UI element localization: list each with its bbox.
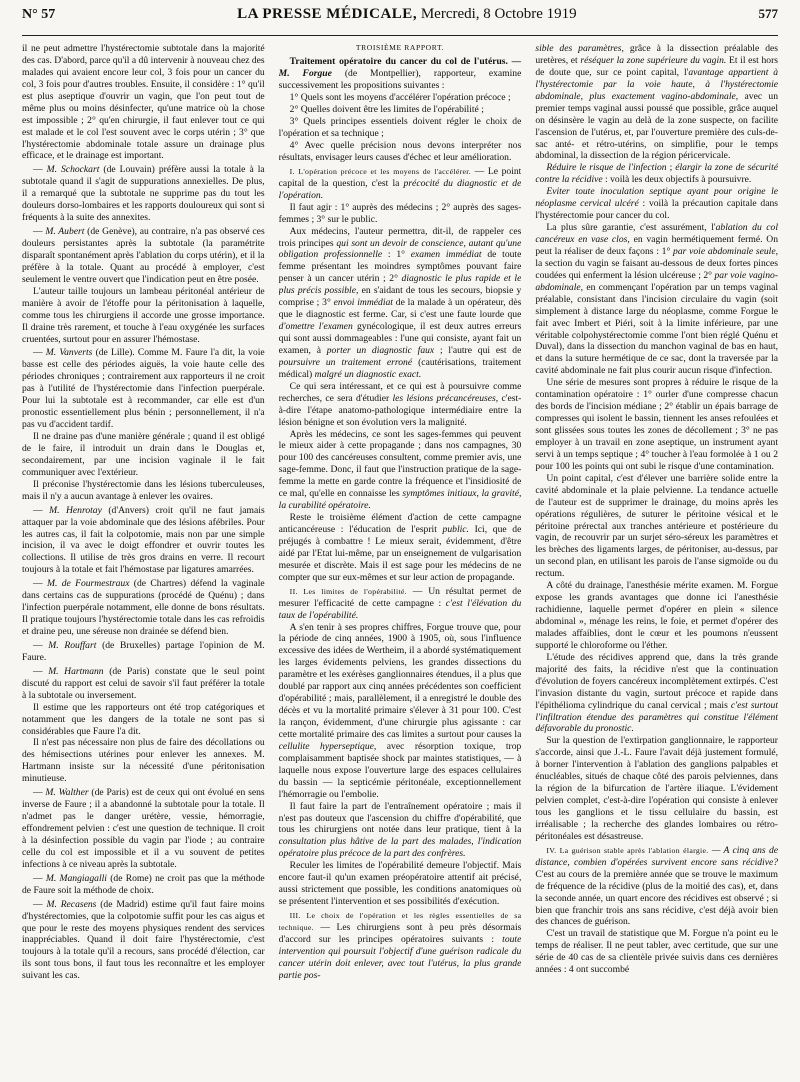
paragraph: Sur la question de l'extirpation ganglionnaire, le rapporteur s'accorde, ainsi que J.-L. Faure l'avait déjà justement formulé, à borner l'intervention à l'ablation des ganglions palpables et énucléables, situés de chaque côté des parois pelviennes, dans la région de la bifurcation de l'artère iliaque. L'évidement pelvien complet, c'est-à-dire l'opération qui consiste à enlever tous les ganglions et le tissu cellulaire du bassin, est irréalisable ; la recherche des glandes lombaires ou rétro-péritonéales est désastreuse. <box>535 735 778 842</box>
emphasis: porter un diagnostic faux <box>326 344 435 356</box>
text: Ici, que de préjugés à combattre ! Le mieux serait, évidemment, d'être aidé par l'Etat lui-même, par un enseignement de vulgarisation mesurée et discrète. Mais il est sage pour les médecins de ne compter que sur eux-mêmes et sur leur action de propagande. <box>278 524 522 583</box>
emphasis: — A cinq ans de distance, combien d'opérées survivent encore sans récidive? <box>535 844 778 868</box>
paragraph-text: (de Bruxelles) partage l'opinion de M. Faure. <box>22 639 265 663</box>
paragraph-rouffart: — M. Rouffart (de Bruxelles) partage l'opinion de M. Faure. <box>22 639 265 663</box>
text: Il faut faire la part de l'entraînement opératoire ; mais il n'est pas douteux que l'ascension du chiffre d'opérabilité, que tous les chirurgiens ont notée dans leur pratique, tient à la <box>278 800 522 836</box>
paragraph-text: (de Paris) est de ceux qui ont évolué en sens inverse de Faure ; il a abandonné la subtotale pour la totale. Il n'admet pas le danger urétère, vessie, hémorragie, effondrement pelvien : c'est une question de technique. Il croit à la désinfection possible du vagin par l'iode ; au contraire celle du col est impossible et il a vu souvent de petites infections à ce niveau après la subtotale. <box>22 787 265 870</box>
paragraph: Un point capital, c'est d'élever une barrière solide entre la cavité abdominale et la plaie pelvienne. La tendance actuelle de l'auteur est de supprimer le drainage, du moins après les opérations régulières, de suturer le péritoine vésical et le péritoine prérectal aux tranches antérieure et postérieure du vagin, de recouvrir par un surjet séro-séreux les paramètres et les brèches des ligaments larges, de péritoniser, au-dessus, par un second plan, en utilisant les parois de l'anse sigmoïde ou du rectum. <box>535 472 778 580</box>
text: , en commençant l'opération par un temps vaginal préalable, consistant dans l'incision circulaire du vagin (soit simplement à distance large du néoplasme, comme Forgue le fait avec Imbert et Piéri, soit à la limite inférieure, par une véritable colpohystérectomie comme l'ont bien réglé Quénu et Duval), dans la dissection du manchon vaginal de bas en haut, et dans la suture hermétique de ce sac, dont la traversée par la cavité abdominale ne fait plus courir aucun risque d'infection. <box>535 281 778 377</box>
paragraph <box>279 429 522 513</box>
text: , grâce à la dissection préalable des uretères, et <box>535 43 778 66</box>
paragraph <box>279 226 522 381</box>
emphasis: public. <box>442 524 469 536</box>
emphasis: poursuivre un traitement erroné <box>278 356 413 368</box>
report-title: Traitement opératoire du cancer du col de l'utérus. <box>289 56 508 68</box>
paragraph-fourmestraux: — M. de Fourmestraux (de Chartres) défend la vaginale dans certains cas de suppurations (procédé de Quénu) ; dans l'infection puerpérale notamment, elle donne de bons résultats. Il pratique toujours l'hystérectomie totale dans les cas refroidis et draine peu, une séreuse non drainée se défend bien. <box>22 578 265 637</box>
section-2 <box>279 586 522 622</box>
text: La plus sûre garantie, c'est assurément, l' <box>546 222 716 234</box>
emphasis: malgré un diagnostic exact. <box>314 368 422 380</box>
section-1 <box>279 166 522 202</box>
text: gynécologique, il est deux autres erreurs qui sont aussi dommageables : l'une qui consiste, ayant fait un examen, à <box>278 321 522 356</box>
text: Après les médecins, ce sont les sages-femmes qui peuvent le mieux aider à cette propagande ; dans nos campagnes, 30 pour 100 des cancéreuses consultent, comme premier avis, une sage-femme. Donc, il faut que l'instruction pratique de la sage-femme la mette en garde contre la fréquence et l'insidiosité de ce mal, qu'elle en connaisse les <box>278 428 522 500</box>
paragraph-mangiagalli: — M. Mangiagalli (de Rome) ne croit pas que la méthode de Faure soit la méthode de choix. <box>22 872 265 896</box>
paragraph <box>535 222 778 377</box>
text: Et il est hors de doute que, sur ce point capital, l' <box>535 54 778 78</box>
paragraph-henrotay: — M. Henrotay (d'Anvers) croit qu'il ne faut jamais attaquer par la voie abdominale que des lésions afébriles. Pour les autres cas, il fait la colpotomie, mais non par une simple incision, il va avec le doigt effondrer et ouvrir toutes les collections. Il utilise de très gros drains en verre. Il recourt toujours à la totale et fait l'hémostase par ligatures amarrées. <box>22 504 265 576</box>
paragraph-aubert: — M. Aubert (de Genève), au contraire, n'a pas observé ces douleurs persistantes après la subtotale (la paramétrite disparaît spontanément après l'ablation du corps utérin), et il la préfère à la totale. Quant au procédé à employer, c'est seulement le ventre ouvert que l'indication peut en être posée. <box>22 226 265 285</box>
text: — Les chirurgiens sont à peu près désormais d'accord sur les principes opératoires suivants : <box>278 921 522 945</box>
text: A s'en tenir à ses propres chiffres, Forgue trouve que, pour la période de cinq années, 1900 à 1905, où, sous l'influence excessive des idées de Wertheim, il a abordé systématiquement les larges évidements pelviens, les grandes dissections du paramètre et les exérèses ganglionnaires étendues, il a plus que doublé par rapport aux cinq années précédentes son coefficient d'opérabilité ; mais, parallèlement, il a enregistré le double des décès et vu la mortalité primaire s'élever à 31 pour 100. C'est la rançon, évidemment, d'une chirurgie plus agissante : car cette mortalité primaire des cas limites a surtout pour causes la <box>278 621 522 740</box>
paragraph <box>535 43 778 162</box>
author-name: M. Mangiagalli <box>45 872 107 884</box>
question-item: 1° Quels sont les moyens d'accélérer l'opération précoce ; <box>289 92 511 104</box>
column-1 <box>22 43 265 1073</box>
paragraph <box>535 186 778 222</box>
columns <box>22 43 778 1073</box>
question-item: 3° Quels principes essentiels doivent régler le choix de l'opération et sa technique ; <box>278 116 522 140</box>
text: : voilà les deux objectifs à poursuivre. <box>602 174 752 186</box>
section-heading: TROISIÈME RAPPORT. <box>355 43 445 52</box>
paragraph <box>279 512 522 584</box>
emphasis: Réduire le risque de l'infection <box>546 162 667 174</box>
paragraph: Il n'est pas nécessaire non plus de faire des décollations ou des hémisections utérines pour enlever les annexes. M. Hartmann insiste sur la nécessité d'une péritonisation minutieuse. <box>22 737 265 785</box>
emphasis: envoi immédiat <box>333 297 393 309</box>
paragraph-vanverts: — M. Vanverts (de Lille). Comme M. Faure l'a dit, la voie basse est celle des périodes aiguës, la voie haute celle des périodes chroniques ; contrairement aux rapporteurs il ne croit pas à l'utilité de l'hystérectomie dans l'infection puerpérale. Pour lui la subtotale est à recommander, car elle est d'un pronostic essentiellement plus bénin ; personnellement, il n'a pas vu d'accident tardif. <box>22 347 265 431</box>
paragraph: Il faut agir : 1° auprès des médecins ; 2° auprès des sages-femmes ; 3° sur le public. <box>278 201 522 225</box>
journal-title: LA PRESSE MÉDICALE, <box>237 6 418 22</box>
paragraph-text: — Le point capital de la question, c'est la <box>278 165 522 189</box>
paragraph-text: (de Louvain) préfère aussi la totale à la subtotale quand il s'agit de suppurations annexielles. De plus, il a remarqué que la subtotale ne supprime pas du tout les douleurs dorso-lombaires et les rapports douloureux qui sont si fréquents à la suite des annexites. <box>22 164 265 224</box>
question-item: 2° Quelles doivent être les limites de l'opérabilité ; <box>289 104 484 116</box>
emphasis: consultation plus hâtive de la part des malades, l'indication opératoire plus précoce de la part des confrères. <box>278 836 522 860</box>
author-name: M. Henrotay <box>49 504 102 516</box>
text: Ce qui sera intéressant, et ce qui est à poursuivre comme recherches, ce sera d'étudier <box>278 380 522 404</box>
author-name: M. Walther <box>45 787 89 799</box>
subsection-heading: III. Le choix de l'opération et les règles essentielles de sa technique. <box>278 911 522 932</box>
text: de la malade à un opérateur, dès que le diagnostic est ferme. Car, si c'est une faute lourde que <box>278 297 522 321</box>
masthead <box>237 6 577 23</box>
emphasis: par voie abdominale seule <box>673 245 776 257</box>
text: Reste le troisième élément d'action de cette campagne anticancéreuse : l'éducation de l'esprit <box>278 512 522 536</box>
paragraph-text: (d'Anvers) croit qu'il ne faut jamais attaquer par la voie abdominale que des lésions afébriles. Pour les autres cas, il fait la colpotomie, mais non par une simple incision, il va avec le doigt effondrer et ouvrir toutes les collections. Il utilise de très gros drains en verre. Il recourt toujours à la totale et fait l'hémostase par ligatures amarrées. <box>22 504 265 576</box>
text: ; l'autre qui est de <box>434 344 522 356</box>
paragraph-recasens: — M. Recasens (de Madrid) estime qu'il faut faire moins d'hystérectomies, que la colpotomie suffit pour les cas aigus et que pour le reste des moyens physiques rendent des services inappréciables. Quand il doit faire l'hystérectomie, c'est toujours à la totale qu'il a recours, sans procédé d'élection, car ils sont tous bons, il faut tous les reconnaître et les employer suivant les cas. <box>22 898 265 982</box>
section-4 <box>535 845 778 929</box>
emphasis: élargir la zone de sécurité contre la récidive <box>535 162 778 186</box>
rapporteur-name-text: — M. Forgue <box>278 56 522 80</box>
emphasis: ablation du col cancéreux en vase clos <box>535 222 778 245</box>
emphasis: d'omettre l'examen <box>278 321 353 333</box>
author-name: M. Vanverts <box>45 347 93 359</box>
section-3 <box>279 910 522 982</box>
paragraph <box>279 801 522 861</box>
text: — Un résultat permet de mesurer l'efficacité de cette campagne : <box>278 585 522 609</box>
subsection-heading: IV. La guérison stable après l'ablation élargie. <box>546 845 709 855</box>
paragraph: Une série de mesures sont propres à réduire le risque de la contamination opératoire : 1° ourler d'une compresse chacun des bords de l'incision médiane ; 2° établir un épais barrage de compresses qui isolent le bassin, tiennent les anses refoulées et sont glissées sous toutes les zones de décollement ; 3° ne pas employer à un travail en zone aseptique, un instrument ayant servi à un temps septique ; 4° toucher à l'eau formolée à 1 ou 2 pour 100 les points qui ont subi le risque d'une contamination. <box>535 377 778 472</box>
report-title-paragraph <box>279 56 522 92</box>
paragraph: Il préconise l'hystérectomie dans les lésions tuberculeuses, mais il n'y a aucun avantage à enlever les ovaires. <box>22 478 265 502</box>
column-2 <box>279 43 522 1073</box>
text: Aux médecins, l'auteur permettra, dit-il, de rappeler ces trois principes <box>278 225 522 249</box>
emphasis: réséquer la zone supérieure du vagin. <box>580 54 727 66</box>
emphasis: Eviter toute inoculation septique ayant pour origine le néoplasme cervical ulcéré <box>535 186 778 210</box>
paragraph <box>535 652 778 736</box>
author-name: M. de Fourmestraux <box>46 578 130 590</box>
author-name: M. Aubert <box>45 226 85 238</box>
text: L'étude des récidives apprend que, dans la très grande majorité des faits, la récidive n'est que la continuation d'évolution de foyers cancéreux incomplètement extirpés. C'est l'invasion distante du vagin, surtout précoce et rapide dans l'épithélioma cylindrique du canal cervical ; mais <box>535 651 778 711</box>
paragraph-text: (de Paris) constate que le seul point discuté du rapport est celui de savoir s'il faut préférer la totale à la subtotale ou inversement. <box>22 665 265 701</box>
emphasis: diagnostic le plus rapide et le plus précis possible <box>278 273 522 297</box>
subsection-heading: II. Les limites de l'opérabilité. <box>289 586 407 596</box>
text: : 1° <box>382 249 411 261</box>
emphasis: cellulite hyperseptique <box>278 740 374 752</box>
emphasis: symptômes initiaux, la gravité, la curabilité opératoire. <box>278 488 522 512</box>
text: , la section du vagin se faisant au-dessous de deux fortes pinces coudées qui enferment la lésion ulcéreuse ; 2° <box>535 245 778 281</box>
paragraph-schockart: — M. Schockart (de Louvain) préfère aussi la totale à la subtotale quand il s'agit de suppurations annexielles. De plus, il a remarqué que la subtotale ne supprime pas du tout les douleurs dorso-lombaires et les rapports douloureux qui sont si fréquents à la suite des annexites. <box>22 164 265 224</box>
paragraph-walther: — M. Walther (de Paris) est de ceux qui ont évolué en sens inverse de Faure ; il a abandonné la subtotale pour la totale. Il n'admet pas le danger urétère, vessie, hémorragie, effondrement pelvien : c'est une question de technique. Il croit à la désinfection possible du vagin par l'iode ; au contraire celle du col est impossible et il a vu souvent de petites infections à ce niveau après la subtotale. <box>22 787 265 870</box>
paragraph-text: (de Montpellier), rapporteur, examine successivement les propositions suivantes : <box>278 68 522 92</box>
paragraph-text: (de Lille). Comme M. Faure l'a dit, la voie basse est celle des périodes aiguës, la voie haute celle des périodes chroniques ; contrairement aux rapporteurs il ne croit pas à l'utilité de l'hystérectomie dans l'infection puerpérale. Pour lui la subtotale est à recommander, car elle est d'un pronostic essentiellement plus bénin ; personnellement, il n'a pas vu d'accident tardif. <box>22 347 265 431</box>
text: de toute femme présentant les moindres symptômes pouvant faire penser à un cancer utérin ; 2° <box>278 249 522 285</box>
paragraph-hartmann: — M. Hartmann (de Paris) constate que le seul point discuté du rapport est celui de savoir s'il faut préférer la totale à la subtotale ou inversement. <box>22 665 265 701</box>
emphasis: les lésions précancéreuses <box>392 392 496 404</box>
text: : voilà la précaution capitale dans l'hystérectomie pour cancer du col. <box>535 198 778 222</box>
text: (cautérisations, traitement médical) <box>278 356 522 380</box>
subsection-heading: I. L'opération précoce et les moyens de l'accélérer. <box>289 166 472 176</box>
issue-date: Mercredi, 8 Octobre 1919 <box>417 6 577 22</box>
page-header <box>22 6 778 36</box>
emphasis: qui sont un devoir de conscience, autant qu'une obligation professionnelle <box>278 237 522 261</box>
text: , en s'aidant de tous les secours, biopsie y comprise ; 3° <box>278 285 522 309</box>
text: , avec résorption toxique, trop complaisamment baptisée shock par maintes statistiques, — à laquelle nous expose l'ouverture large des espaces cellulaires du bassin — la septicémie péritonéale, exceptionnellement l'hémorragie ou l'embolie. <box>278 740 522 800</box>
author-name: M. Rouffart <box>48 639 97 651</box>
paragraph: C'est un travail de statistique que M. Forgue n'a point eu le temps de réaliser. Il ne peut tabler, avec certitude, que sur une série de 40 cas de sa clientèle privée suivis dans ces dernières années : 4 ont succombé <box>535 928 778 976</box>
paragraph: Reculer les limites de l'opérabilité demeure l'objectif. Mais encore faut-il qu'un examen préopératoire attentif ait précisé, aussi strictement que possible, les conditions anatomiques où se présentent l'intervention et ses possibilités d'exécution. <box>278 860 522 908</box>
text: , en vagin hermétiquement fermé. On peut la réaliser de deux façons : 1° <box>535 234 778 257</box>
emphasis: c'est l'élévation du taux de l'opérabilité. <box>278 597 522 621</box>
emphasis: examen immédiat <box>410 249 482 261</box>
emphasis: avantage appartient à l'hystérectomie par la voie haute, à l'hystérectomie abdominale, plus exactement vagino-abdominale <box>535 66 778 102</box>
paragraph <box>279 622 522 801</box>
column-3 <box>535 43 778 1073</box>
issue-number: N° 57 <box>22 7 56 22</box>
paragraph <box>535 162 778 186</box>
text: ; <box>666 162 676 174</box>
paragraph-text: (de Rome) ne croit pas que la méthode de Faure soit la méthode de choix. <box>22 872 265 896</box>
author-name: M. Hartmann <box>48 665 104 677</box>
paragraph: Il ne draine pas d'une manière générale ; quand il est obligé de le faire, il introduit un drain dans le Douglas et, secondairement, par une incision vaginale il le fait communiquer avec l'extérieur. <box>22 431 265 478</box>
paragraph: L'auteur taille toujours un lambeau péritonéal antérieur de manière à avoir de l'étoffe pour la péritonisation à laquelle, comme tous les chirurgiens il accorde une grosse importance. Il draine très rarement, et touche à l'eau oxygénée les surfaces cruentées, surtout pour en assurer l'hémostase. <box>22 285 265 345</box>
author-name: M. Schockart <box>46 164 100 176</box>
paragraph: A côté du drainage, l'anesthésie mérite examen. M. Forgue expose les grands avantages que donne ici l'anesthésie rachidienne, laquelle permet d'opérer en plein « silence abdominal », ménage les reins, le foie, et permet d'opérer des malades affaiblies, dont le cœur et les poumons n'eussent supporté le chloroforme ou l'éther. <box>535 580 778 651</box>
page-number: 577 <box>758 6 778 21</box>
paragraph: il ne peut admettre l'hystérectomie subtotale dans la majorité des cas. D'abord, parce qu'il a dû intervenir à nouveau chez des malades qui avaient encore leur col, 3 fois pour un cancer du col, 3 fois pour d'autres troubles. Ensuite, il considère : 1° qu'il est plus aseptique d'ouvrir un vagin, que l'on peut tout de même plus ou moins désinfecter, qu'une matrice où la chose est impossible ; 2° qu'en chirurgie, il faut enlever tout ce qui est malade et le col l'est souvent avec le corps utérin ; 3° que l'hystérectomie abdominale totale assure un drainage plus efficace, et le drainage est important. <box>22 43 265 162</box>
author-name: M. Recasens <box>46 898 97 910</box>
emphasis: toute intervention qui poursuit l'objectif d'une guérison radicale du cancer utérin doit enlever, avec tout l'utérus, la plus grande partie pos- <box>278 933 522 981</box>
paragraph <box>279 381 522 429</box>
paragraph-text: (de Chartres) défend la vaginale dans certains cas de suppurations (procédé de Quénu) ; dans l'infection puerpérale notamment, elle donne de bons résultats. Il pratique toujours l'hystérectomie totale dans les cas refroidis et draine peu, une séreuse non drainée se défend bien. <box>22 578 265 637</box>
emphasis: précocité du diagnostic et de l'opération. <box>278 177 522 201</box>
question-item: 4° Avec quelle précision nous devons interpréter nos résultats, envisager leurs causes d'échec et leur amélioration. <box>278 140 522 163</box>
text: , avec un premier temps vaginal aussi poussé que possible, grâce auquel on désinsère le vagin au delà de la zone suspecte, on facilite l'ascension de l'utérus, et, par l'ouverture première des culs-de-sac anté- et rétro-utérins, on simplifie, pour le temps abdominal, la dissection de la région péricervicale. <box>535 90 778 162</box>
emphasis: par voie vagino-abdominale <box>535 269 778 293</box>
text: , c'est-à-dire l'étape anatomo-pathologique intermédiaire entre la lésion bénigne et son évolution vers la malignité. <box>278 392 522 428</box>
paragraph-text: (de Genève), au contraire, n'a pas observé ces douleurs persistantes après la subtotale (la paramétrite disparaît spontanément après l'ablation du corps utérin), et il la préfère à la totale. Quant au procédé à employer, c'est seulement le ventre ouvert que l'indication peut en être posée. <box>22 226 265 285</box>
paragraph: Il estime que les rapporteurs ont été trop catégoriques et notamment que les dangers de la totale ne sont pas si considérables que Faure l'a dit. <box>22 701 265 737</box>
emphasis: c'est surtout l'infiltration étendue des paramètres qui constitue l'élément défavorable du pronostic. <box>535 699 778 735</box>
text: C'est au cours de la première année que se trouve le maximum de fréquence de la récidive (plus de la moitié des cas), et, dans la seconde année, un quart encore des récidives est observé ; si bien que franchir trois ans sans récidive, c'est déjà avoir bien des chances de guérison. <box>535 868 778 928</box>
emphasis: sible des paramètres <box>535 43 622 54</box>
paragraph-text: (de Madrid) estime qu'il faut faire moins d'hystérectomies, que la colpotomie suffit pour les cas aigus et que pour le reste des moyens physiques rendent des services inappréciables. Quand il doit faire l'hystérectomie, c'est toujours à la totale qu'il a recours, sans procédé d'élection, car ils sont tous bons, il faut tous les reconnaître et les employer suivant les cas. <box>22 898 265 982</box>
